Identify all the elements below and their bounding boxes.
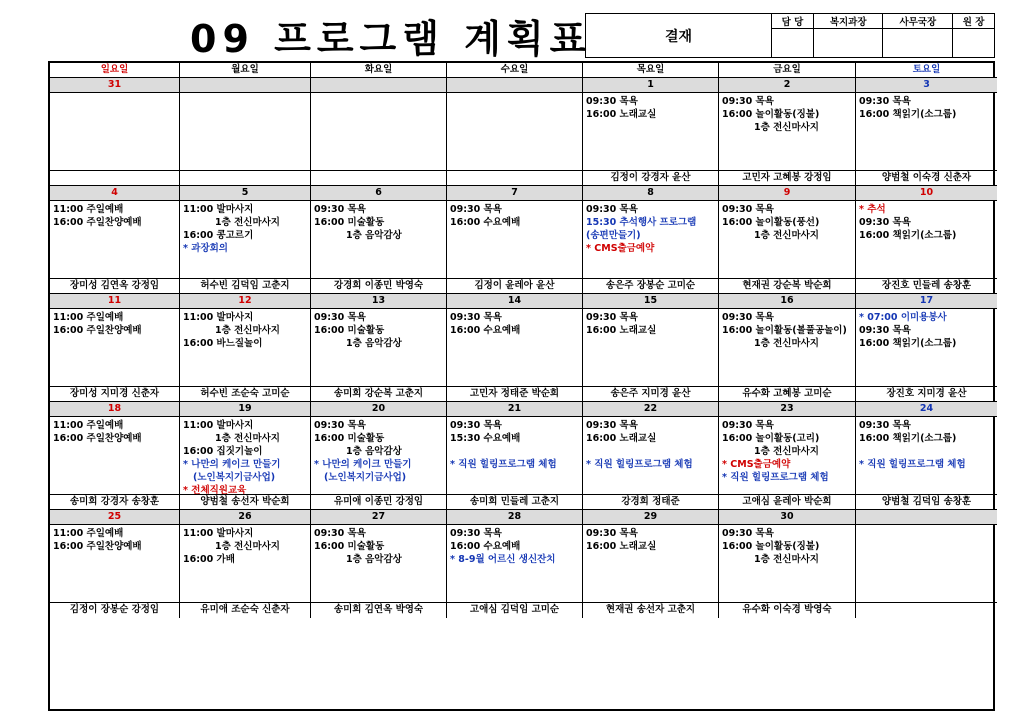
schedule-cell: [180, 93, 311, 171]
date-number: 8: [583, 186, 719, 201]
staff-names: 고애심 윤레아 박순희: [719, 495, 856, 510]
schedule-entry: 16:00 책읽기(소그룹): [859, 230, 957, 241]
date-number: 20: [311, 402, 447, 417]
schedule-cell: [50, 309, 180, 387]
staff-names: 송미희 강순복 고춘지: [311, 387, 447, 402]
weekday-header: 토요일: [856, 63, 997, 78]
date-number: 4: [50, 186, 180, 201]
schedule-entry: * 전체직원교육: [183, 485, 247, 495]
schedule-entry: 09:30 목욕: [450, 420, 502, 431]
staff-names: 김정이 강경자 윤산: [583, 171, 719, 186]
date-number: 1: [583, 78, 719, 93]
schedule-cell: [719, 309, 856, 387]
schedule-cell: [311, 201, 447, 279]
approval-role-director: 원 장: [953, 14, 995, 29]
date-number: [856, 510, 997, 525]
staff-names: 송은주 지미경 윤산: [583, 387, 719, 402]
schedule-entry: * CMS출금예약: [722, 459, 791, 470]
staff-names: 장진호 민들레 송창훈: [856, 279, 997, 294]
staff-names: 허수빈 조순숙 고미순: [180, 387, 311, 402]
schedule-entry: 1층 전신마사지: [215, 217, 280, 228]
schedule-entry: 16:00 미술활동: [314, 325, 385, 336]
schedule-entry: 1층 전신마사지: [215, 433, 280, 444]
date-number: 3: [856, 78, 997, 93]
schedule-entry: * 추석: [859, 204, 886, 215]
date-number: 19: [180, 402, 311, 417]
schedule-entry: 1층 전신마사지: [754, 338, 819, 349]
schedule-entry: 1층 전신마사지: [754, 230, 819, 241]
schedule-cell: [447, 417, 583, 495]
schedule-entry: 15:30 추석행사 프로그램: [586, 217, 697, 228]
schedule-entry: 16:00 노래교실: [586, 541, 657, 552]
schedule-entry: 09:30 목욕: [314, 528, 366, 539]
date-number: 11: [50, 294, 180, 309]
schedule-entry: 1층 음악감상: [346, 554, 402, 565]
date-number: 14: [447, 294, 583, 309]
schedule-entry: 09:30 목욕: [586, 96, 638, 107]
staff-names: 현재권 송선자 고춘지: [583, 603, 719, 618]
schedule-entry: 09:30 목욕: [314, 312, 366, 323]
schedule-entry: 09:30 목욕: [314, 420, 366, 431]
date-number: 12: [180, 294, 311, 309]
weekday-header: 화요일: [311, 63, 447, 78]
date-number: 17: [856, 294, 997, 309]
schedule-entry: 11:00 발마사지: [183, 312, 254, 323]
approval-sign-box[interactable]: [813, 29, 883, 58]
staff-names: 고민자 정태준 박순희: [447, 387, 583, 402]
schedule-cell: [180, 417, 311, 495]
schedule-entry: * 직원 힐링프로그램 체험: [586, 459, 693, 470]
schedule-entry: * 나만의 케이크 만들기: [314, 459, 412, 470]
date-number: [180, 78, 311, 93]
date-number: 22: [583, 402, 719, 417]
schedule-entry: 16:00 놀이활동(풍선): [722, 217, 820, 228]
approval-role-office-director: 사무국장: [883, 14, 953, 29]
schedule-cell: [311, 417, 447, 495]
staff-names: [856, 603, 997, 618]
date-number: [447, 78, 583, 93]
schedule-entry: 09:30 목욕: [450, 528, 502, 539]
schedule-cell: [50, 93, 180, 171]
staff-names: [311, 171, 447, 186]
schedule-entry: 11:00 주일예배: [53, 312, 124, 323]
staff-names: 양범철 송선자 박순희: [180, 495, 311, 510]
schedule-cell: [856, 309, 997, 387]
schedule-cell: [583, 525, 719, 603]
schedule-entry: 09:30 목욕: [586, 312, 638, 323]
schedule-entry: 16:00 주일찬양예배: [53, 325, 142, 336]
schedule-entry: * 07:00 이미용봉사: [859, 312, 947, 323]
approval-sign-box[interactable]: [772, 29, 814, 58]
schedule-entry: 09:30 목욕: [722, 528, 774, 539]
staff-names: 김정이 윤레아 윤산: [447, 279, 583, 294]
schedule-cell: [50, 201, 180, 279]
schedule-entry: 16:00 놀이활동(볼풀공놀이): [722, 325, 847, 336]
schedule-entry: 15:30 수요예배: [450, 433, 521, 444]
schedule-entry: (노인복지기금사업): [193, 472, 276, 483]
staff-names: 고민자 고혜봉 강정임: [719, 171, 856, 186]
schedule-entry: 16:00 놀이활동(고리): [722, 433, 820, 444]
schedule-entry: 16:00 주일찬양예배: [53, 433, 142, 444]
schedule-entry: 1층 전신마사지: [754, 446, 819, 457]
schedule-cell: [50, 417, 180, 495]
date-number: 31: [50, 78, 180, 93]
schedule-cell: [311, 309, 447, 387]
date-number: 15: [583, 294, 719, 309]
schedule-cell: [447, 93, 583, 171]
schedule-cell: [447, 525, 583, 603]
staff-names: 양범철 김덕임 송창훈: [856, 495, 997, 510]
schedule-entry: 16:00 집짓기놀이: [183, 446, 263, 457]
schedule-cell: [447, 309, 583, 387]
schedule-entry: 09:30 목욕: [859, 420, 911, 431]
date-number: 9: [719, 186, 856, 201]
schedule-entry: 11:00 발마사지: [183, 420, 254, 431]
schedule-cell: [583, 417, 719, 495]
staff-names: 유미애 조순숙 신춘자: [180, 603, 311, 618]
staff-names: 장미성 지미경 신춘자: [50, 387, 180, 402]
schedule-entry: 1층 음악감상: [346, 446, 402, 457]
staff-names: [50, 171, 180, 186]
schedule-entry: * CMS출금예약: [586, 243, 655, 254]
date-number: 24: [856, 402, 997, 417]
schedule-entry: 16:00 노래교실: [586, 325, 657, 336]
date-number: 13: [311, 294, 447, 309]
schedule-entry: * 8-9월 어르신 생신잔치: [450, 554, 556, 565]
schedule-entry: * 직원 힐링프로그램 체험: [450, 459, 557, 470]
page-title: 09 프로그램 계획표: [190, 17, 593, 61]
schedule-entry: 16:00 수요예배: [450, 541, 521, 552]
schedule-entry: * 직원 힐링프로그램 체험: [859, 459, 966, 470]
schedule-entry: 16:00 놀이활동(징불): [722, 541, 820, 552]
staff-names: 송미희 민들레 고춘지: [447, 495, 583, 510]
date-number: 29: [583, 510, 719, 525]
schedule-entry: 16:00 놀이활동(징불): [722, 109, 820, 120]
weekday-header: 수요일: [447, 63, 583, 78]
schedule-entry: 16:00 주일찬양예배: [53, 541, 142, 552]
schedule-entry: 1층 음악감상: [346, 338, 402, 349]
date-number: 25: [50, 510, 180, 525]
date-number: 26: [180, 510, 311, 525]
schedule-cell: [719, 525, 856, 603]
schedule-entry: 09:30 목욕: [722, 96, 774, 107]
date-number: 28: [447, 510, 583, 525]
date-number: 23: [719, 402, 856, 417]
weekday-header: 월요일: [180, 63, 311, 78]
approval-role-welfare-manager: 복지과장: [813, 14, 883, 29]
schedule-entry: 16:00 수요예배: [450, 217, 521, 228]
schedule-entry: 09:30 목욕: [586, 420, 638, 431]
schedule-entry: 09:30 목욕: [722, 204, 774, 215]
schedule-entry: 09:30 목욕: [450, 204, 502, 215]
staff-names: 유수화 고혜봉 고미순: [719, 387, 856, 402]
approval-box: [585, 13, 995, 58]
schedule-entry: (송편만들기): [586, 230, 641, 241]
schedule-entry: 1층 전신마사지: [215, 541, 280, 552]
schedule-entry: 09:30 목욕: [859, 217, 911, 228]
schedule-entry: 09:30 목욕: [586, 528, 638, 539]
schedule-entry: * 직원 힐링프로그램 체험: [722, 472, 829, 483]
schedule-cell: [583, 309, 719, 387]
schedule-entry: 11:00 주일예배: [53, 420, 124, 431]
schedule-cell: [856, 417, 997, 495]
schedule-cell: [856, 201, 997, 279]
weekday-header: 일요일: [50, 63, 180, 78]
schedule-entry: [859, 445, 994, 458]
staff-names: [447, 171, 583, 186]
schedule-cell: [311, 93, 447, 171]
staff-names: [180, 171, 311, 186]
schedule-entry: [586, 445, 715, 458]
calendar-grid: [48, 61, 995, 711]
schedule-cell: [719, 93, 856, 171]
date-number: 2: [719, 78, 856, 93]
schedule-entry: 16:00 책읽기(소그룹): [859, 338, 957, 349]
schedule-entry: 16:00 미술활동: [314, 217, 385, 228]
staff-names: 송은주 장봉순 고미순: [583, 279, 719, 294]
schedule-cell: [583, 93, 719, 171]
schedule-cell: [583, 201, 719, 279]
schedule-entry: 09:30 목욕: [722, 312, 774, 323]
approval-role-staff: 담 당: [772, 14, 814, 29]
schedule-entry: 11:00 주일예배: [53, 528, 124, 539]
date-number: 5: [180, 186, 311, 201]
staff-names: 고애심 김덕임 고미순: [447, 603, 583, 618]
schedule-entry: 11:00 주일예배: [53, 204, 124, 215]
schedule-entry: 09:30 목욕: [450, 312, 502, 323]
staff-names: 송미희 김연옥 박영숙: [311, 603, 447, 618]
schedule-entry: 16:00 미술활동: [314, 541, 385, 552]
approval-sign-box[interactable]: [883, 29, 953, 58]
schedule-entry: 16:00 책읽기(소그룹): [859, 109, 957, 120]
date-number: [311, 78, 447, 93]
schedule-entry: [450, 445, 579, 458]
schedule-entry: 11:00 발마사지: [183, 528, 254, 539]
date-number: 21: [447, 402, 583, 417]
schedule-cell: [856, 525, 997, 603]
staff-names: 김정이 장봉순 강정임: [50, 603, 180, 618]
schedule-entry: 1층 전신마사지: [754, 554, 819, 565]
schedule-entry: 09:30 목욕: [859, 325, 911, 336]
approval-sign-box[interactable]: [953, 29, 995, 58]
schedule-entry: 16:00 노래교실: [586, 433, 657, 444]
schedule-entry: 16:00 책읽기(소그룹): [859, 433, 957, 444]
schedule-entry: * 나만의 케이크 만들기: [183, 459, 281, 470]
schedule-cell: [311, 525, 447, 603]
staff-names: 유수화 이숙경 박영숙: [719, 603, 856, 618]
date-number: 18: [50, 402, 180, 417]
staff-names: 유미애 이종민 강정임: [311, 495, 447, 510]
schedule-entry: 16:00 노래교실: [586, 109, 657, 120]
schedule-cell: [447, 201, 583, 279]
schedule-entry: 09:30 목욕: [859, 96, 911, 107]
schedule-entry: (노인복지기금사업): [324, 472, 407, 483]
weekday-header: 목요일: [583, 63, 719, 78]
schedule-entry: 16:00 가배: [183, 554, 235, 565]
schedule-entry: 16:00 콩고르기: [183, 230, 254, 241]
schedule-entry: 16:00 미술활동: [314, 433, 385, 444]
schedule-entry: 16:00 주일찬양예배: [53, 217, 142, 228]
date-number: 7: [447, 186, 583, 201]
staff-names: 장진호 지미경 윤산: [856, 387, 997, 402]
schedule-entry: 09:30 목욕: [314, 204, 366, 215]
date-number: 10: [856, 186, 997, 201]
schedule-cell: [856, 93, 997, 171]
date-number: 30: [719, 510, 856, 525]
schedule-entry: * 과장회의: [183, 243, 228, 254]
schedule-entry: 1층 전신마사지: [754, 122, 819, 133]
staff-names: 강경희 정태준: [583, 495, 719, 510]
staff-names: 송미희 강경자 송창훈: [50, 495, 180, 510]
date-number: 16: [719, 294, 856, 309]
staff-names: 허수빈 김덕임 고춘지: [180, 279, 311, 294]
schedule-entry: 16:00 바느질놀이: [183, 338, 263, 349]
schedule-cell: [180, 525, 311, 603]
schedule-cell: [180, 201, 311, 279]
schedule-entry: 09:30 목욕: [722, 420, 774, 431]
schedule-cell: [180, 309, 311, 387]
schedule-entry: 1층 전신마사지: [215, 325, 280, 336]
weekday-header: 금요일: [719, 63, 856, 78]
schedule-entry: 16:00 수요예배: [450, 325, 521, 336]
date-number: 27: [311, 510, 447, 525]
approval-label: 결재: [586, 14, 772, 58]
schedule-cell: [719, 201, 856, 279]
schedule-entry: 1층 음악감상: [346, 230, 402, 241]
staff-names: 강경희 이종민 박영숙: [311, 279, 447, 294]
staff-names: 양범철 이숙경 신춘자: [856, 171, 997, 186]
schedule-cell: [719, 417, 856, 495]
schedule-entry: 09:30 목욕: [586, 204, 638, 215]
schedule-entry: 11:00 발마사지: [183, 204, 254, 215]
date-number: 6: [311, 186, 447, 201]
staff-names: 현재권 강순복 박순희: [719, 279, 856, 294]
staff-names: 장미성 김연옥 강정임: [50, 279, 180, 294]
schedule-cell: [50, 525, 180, 603]
